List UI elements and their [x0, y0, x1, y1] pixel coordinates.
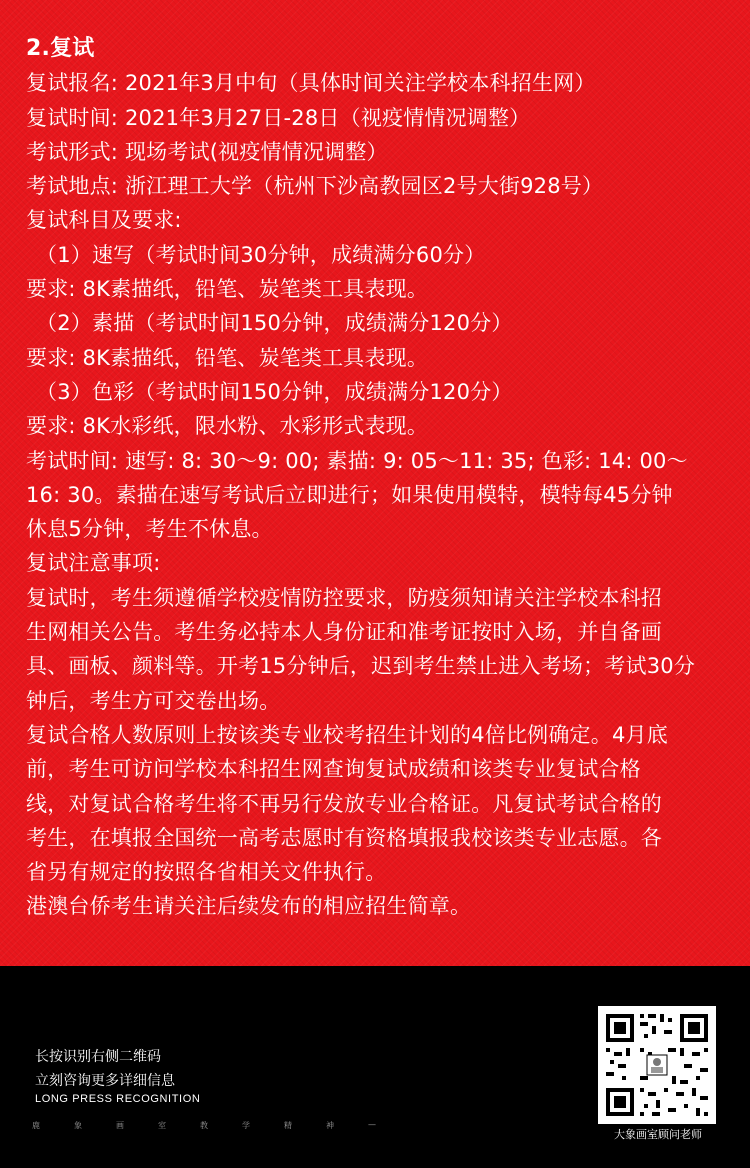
- text-line: 省另有规定的按照各省相关文件执行。: [26, 860, 387, 885]
- qr-code[interactable]: [598, 1006, 716, 1124]
- section-heading: 2.复试: [26, 36, 95, 61]
- text-line: 复试时间: 2021年3月27日-28日（视疫情情况调整）: [26, 105, 531, 130]
- footer: [0, 966, 750, 1168]
- text-line: 复试注意事项:: [26, 551, 161, 576]
- slogan-char: 鹿: [32, 1121, 40, 1130]
- slogan: [32, 1120, 408, 1131]
- text-line: 考试形式: 现场考试(视疫情情况调整）: [26, 139, 388, 164]
- text-line: 港澳台侨考生请关注后续发布的相应招生简章。: [26, 894, 472, 919]
- text-line: 16: 30。素描在速写考试后立即进行；如果使用模特，模特每45分钟: [26, 482, 673, 507]
- slogan-char: —: [368, 1120, 376, 1129]
- text-line: （3）色彩（考试时间150分钟，成绩满分120分）: [36, 379, 513, 404]
- text-line: 复试科目及要求:: [26, 208, 182, 233]
- text-line: （1）速写（考试时间30分钟，成绩满分60分）: [36, 242, 486, 267]
- text-line: 要求: 8K水彩纸，限水粉、水彩形式表现。: [26, 414, 429, 439]
- slogan-char: 画: [116, 1121, 124, 1130]
- footer-line-3: LONG PRESS RECOGNITION: [35, 1093, 201, 1105]
- qr-code-icon: [598, 1006, 716, 1124]
- text-line: 前，考生可访问学校本科招生网查询复试成绩和该类专业复试合格: [26, 757, 641, 782]
- text-line: 复试时，考生须遵循学校疫情防控要求，防疫须知请关注学校本科招: [26, 585, 662, 610]
- text-line: 考试时间: 速写: 8: 30～9: 00; 素描: 9: 05～11: 35; 色彩: 14: 00～: [26, 448, 688, 473]
- slogan-char: 象: [74, 1121, 82, 1130]
- text-line: 要求: 8K素描纸，铅笔、炭笔类工具表现。: [26, 277, 429, 302]
- slogan-char: 神: [326, 1121, 334, 1130]
- slogan-char: 精: [284, 1121, 292, 1130]
- footer-line-2: 立刻咨询更多详细信息: [35, 1073, 175, 1089]
- text-line: 复试报名: 2021年3月中旬（具体时间关注学校本科招生网）: [26, 71, 596, 96]
- text-line: 复试合格人数原则上按该类专业校考招生计划的4倍比例确定。4月底: [26, 722, 668, 747]
- slogan-char: 教: [200, 1121, 208, 1130]
- text-line: 具、画板、颜料等。开考15分钟后，迟到考生禁止进入考场；考试30分: [26, 654, 696, 679]
- slogan-char: 学: [242, 1121, 250, 1130]
- qr-caption: 大象画室顾问老师: [614, 1128, 702, 1141]
- footer-line-1: 长按识别右侧二维码: [35, 1049, 161, 1065]
- text-line: 要求: 8K素描纸，铅笔、炭笔类工具表现。: [26, 345, 429, 370]
- text-line: 生网相关公告。考生务必持本人身份证和准考证按时入场，并自备画: [26, 620, 662, 645]
- text-line: 考试地点: 浙江理工大学（杭州下沙高教园区2号大街928号）: [26, 174, 604, 199]
- article-body: [26, 32, 728, 924]
- slogan-char: 室: [158, 1121, 166, 1130]
- text-line: 线，对复试合格考生将不再另行发放专业合格证。凡复试考试合格的: [26, 791, 662, 816]
- text-line: （2）素描（考试时间150分钟，成绩满分120分）: [36, 311, 513, 336]
- text-line: 钟后，考生方可交卷出场。: [26, 688, 281, 713]
- text-line: 考生，在填报全国统一高考志愿时有资格填报我校该类专业志愿。各: [26, 825, 662, 850]
- text-line: 休息5分钟，考生不休息。: [26, 517, 273, 542]
